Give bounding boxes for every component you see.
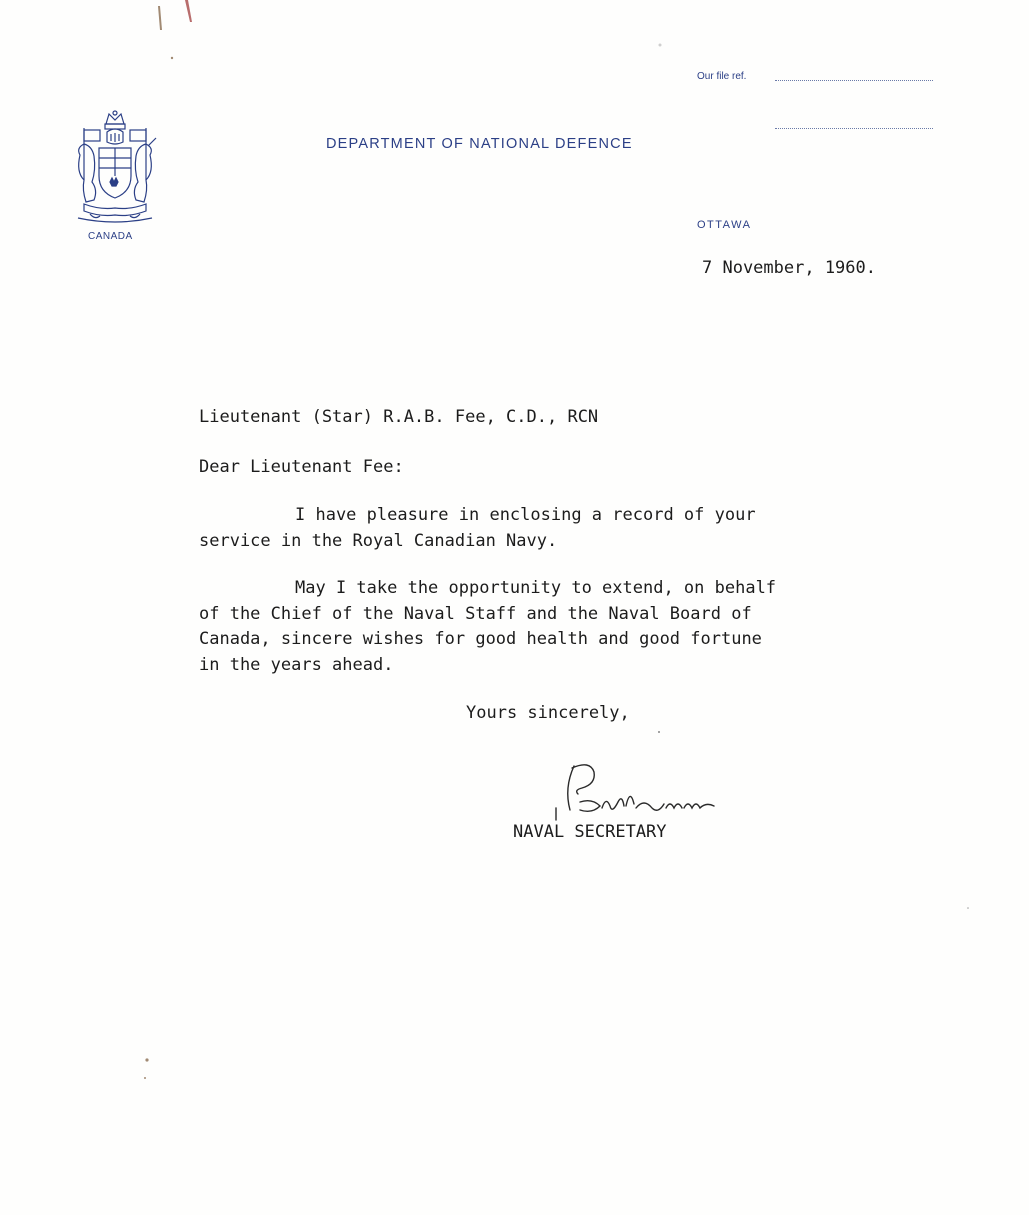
city-label: OTTAWA — [697, 219, 752, 231]
coat-of-arms-icon — [70, 110, 160, 228]
closing: Yours sincerely, — [466, 703, 630, 723]
addressee: Lieutenant (Star) R.A.B. Fee, C.D., RCN — [199, 407, 599, 427]
paragraph-1-line: service in the Royal Canadian Navy. — [199, 531, 558, 551]
paragraph-2-line: Canada, sincere wishes for good health and good fortune — [199, 629, 762, 649]
department-name: DEPARTMENT OF NATIONAL DEFENCE — [326, 136, 633, 152]
salutation: Dear Lieutenant Fee: — [199, 457, 404, 477]
letter-date: 7 November, 1960. — [702, 258, 876, 278]
signatory-title: NAVAL SECRETARY — [513, 822, 667, 842]
signature-icon — [552, 758, 767, 828]
paragraph-2-line: in the years ahead. — [199, 655, 394, 675]
file-ref-line — [775, 80, 933, 81]
file-ref-label: Our file ref. — [697, 71, 747, 82]
paragraph-2-line: of the Chief of the Naval Staff and the Naval Board of — [199, 604, 752, 624]
crest-label: CANADA — [88, 231, 133, 242]
paragraph-2-line: May I take the opportunity to extend, on behalf — [295, 578, 777, 598]
paragraph-1-line: I have pleasure in enclosing a record of your — [295, 505, 756, 525]
file-ref-second-line — [775, 128, 933, 129]
